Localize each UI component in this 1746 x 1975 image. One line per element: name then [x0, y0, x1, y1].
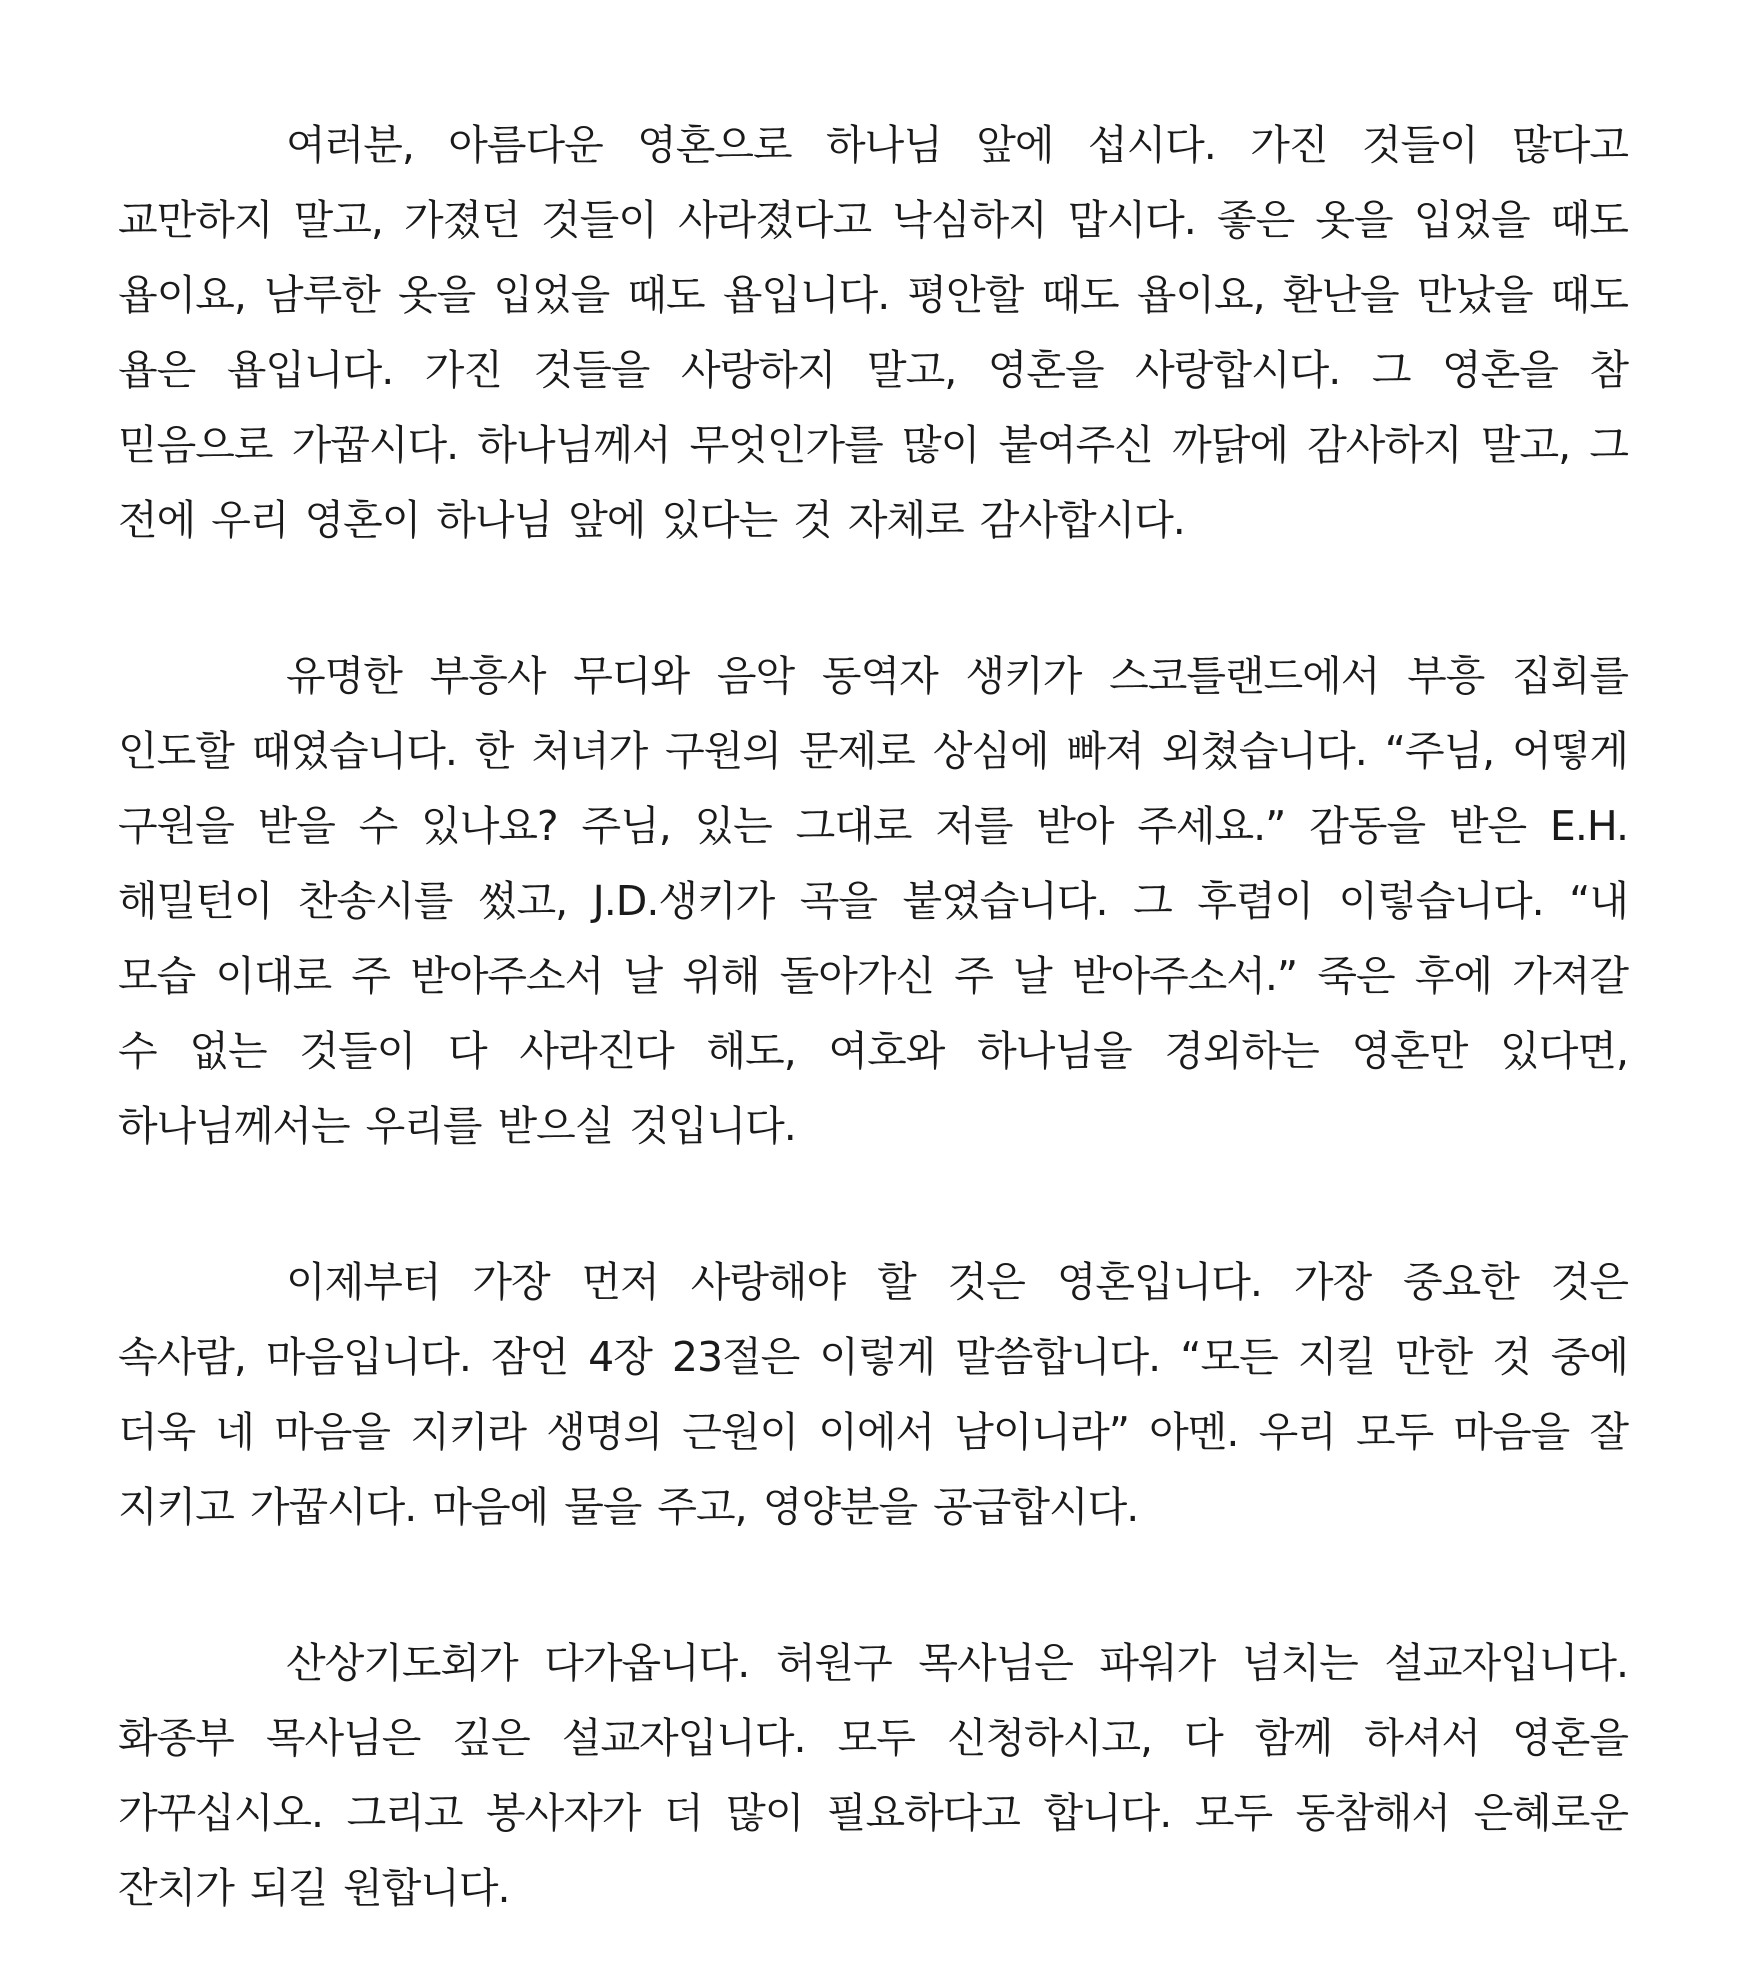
paragraph-2: 유명한 부흥사 무디와 음악 동역자 생키가 스코틀랜드에서 부흥 집회를 인도할 때였습니다. 한 처녀가 구원의 문제로 상심에 빠져 외쳤습니다. “주님, 어떻게 구원을 받을 수 있나요? 주님, 있는 그대로 저를 받아 주세요.” 감동을 받은 E.H. 해밀턴이 찬송시를 썼고, J.D.생키가 곡을 붙였습니다. 그 후렴이 이렇습니다. “내 모습 이대로 주 받아주소서 날 위해 돌아가신 주 날 받아주소서.” 죽은 후에 가져갈 수 없는 것들이 다 사라진다 해도, 여호와 하나님을 경외하는 영혼만 있다면, 하나님께서는 우리를 받으실 것입니다.	[118, 652, 1628, 1150]
paragraph-3: 이제부터 가장 먼저 사랑해야 할 것은 영혼입니다. 가장 중요한 것은 속사람, 마음입니다. 잠언 4장 23절은 이렇게 말씀합니다. “모든 지킬 만한 것 중에 더욱 네 마음을 지키라 생명의 근원이 이에서 남이니라” 아멘. 우리 모두 마음을 잘 지키고 가꿉시다. 마음에 물을 주고, 영양분을 공급합시다.	[118, 1258, 1628, 1531]
paragraph-1: 여러분, 아름다운 영혼으로 하나님 앞에 섭시다. 가진 것들이 많다고 교만하지 말고, 가졌던 것들이 사라졌다고 낙심하지 맙시다. 좋은 옷을 입었을 때도 욥이요, 남루한 옷을 입었을 때도 욥입니다. 평안할 때도 욥이요, 환난을 만났을 때도 욥은 욥입니다. 가진 것들을 사랑하지 말고, 영혼을 사랑합시다. 그 영혼을 참 믿음으로 가꿉시다. 하나님께서 무엇인가를 많이 붙여주신 까닭에 감사하지 말고, 그 전에 우리 영혼이 하나님 앞에 있다는 것 자체로 감사합시다.	[118, 121, 1628, 544]
paragraph-4: 산상기도회가 다가옵니다. 허원구 목사님은 파워가 넘치는 설교자입니다. 화종부 목사님은 깊은 설교자입니다. 모두 신청하시고, 다 함께 하셔서 영혼을 가꾸십시오. 그리고 봉사자가 더 많이 필요하다고 합니다. 모두 동참해서 은혜로운 잔치가 되길 원합니다.	[118, 1639, 1628, 1912]
document-body	[118, 108, 1628, 1926]
